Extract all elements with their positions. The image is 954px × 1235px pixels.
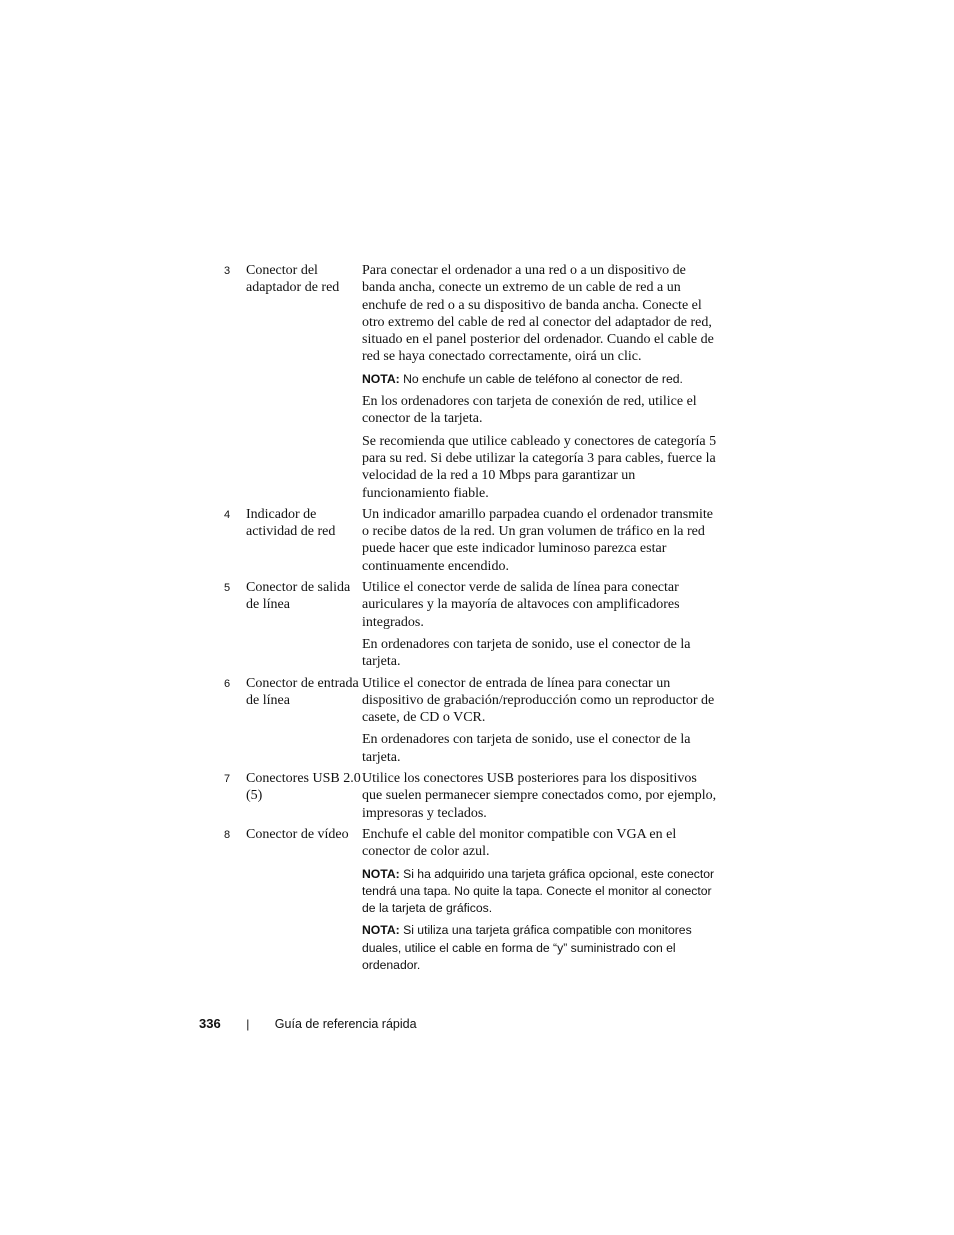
item-label: Conector del adaptador de red: [246, 263, 340, 296]
description-paragraph: Enchufe el cable del monitor compatible con VGA en el conector de color azul.: [362, 826, 677, 860]
item-number: 3: [224, 265, 231, 277]
item-number: 4: [224, 508, 231, 521]
description-paragraph: Para conectar el ordenador a una red o a un dispositivo de banda ancha, conecte un extremo de un cable de red a un enchufe de red o a su dispositivo de banda ancha. Conecte el otro extremo del cable de red al conector del adaptador de red, situado en el panel posterior del ordenador. Cuando el cable de red se haya conectado correctamente, oirá un clic.: [362, 263, 714, 365]
item-label: Conector de entrada de línea: [246, 675, 359, 708]
note-label: NOTA:: [362, 923, 400, 938]
description-paragraph: Utilice los conectores USB posteriores para los dispositivos que suelen permanecer siempre conectados como, por ejemplo, impresoras y teclados.: [362, 771, 717, 821]
item-description: [362, 675, 717, 766]
footer-separator: |: [246, 1017, 250, 1031]
page-footer: [199, 1014, 417, 1034]
item-number: 8: [224, 828, 231, 841]
item-number: 6: [224, 677, 231, 690]
description-paragraph: Utilice el conector de entrada de línea para conectar un dispositivo de grabación/reproducción como un reproductor de casete, de CD o VCR.: [362, 675, 715, 726]
connector-table: [224, 262, 724, 974]
description-paragraph: Un indicador amarillo parpadea cuando el ordenador transmite o recibe datos de la red. Un gran volumen de tráfico en la red puede hacer que este indicador luminoso parezca estar continuamente encendido.: [362, 506, 714, 574]
table-row: [224, 826, 724, 974]
note-text: No enchufe un cable de teléfono al conector de red.: [403, 371, 683, 386]
table-row: [224, 579, 724, 670]
item-label: Indicador de actividad de red: [246, 506, 336, 540]
table-row: [224, 770, 724, 822]
note: [362, 866, 717, 918]
item-description: [362, 262, 717, 502]
item-label: Conector de salida de línea: [246, 580, 351, 613]
table-row: [224, 262, 724, 502]
table-row: [224, 506, 724, 575]
item-description: [362, 770, 717, 822]
note-text: Si utiliza una tarjeta gráfica compatible con monitores duales, utilice el cable en forma de “y” suministrado con el ordenador.: [362, 923, 692, 972]
note-label: NOTA:: [362, 371, 400, 386]
item-label: Conector de vídeo: [246, 826, 349, 842]
footer-title: Guía de referencia rápida: [274, 1017, 417, 1031]
note: [362, 922, 717, 974]
note-text: Si ha adquirido una tarjeta gráfica opcional, este conector tendrá una tapa. No quite la tapa. Conecte el monitor al conector de la tarjeta de gráficos.: [362, 866, 715, 916]
description-paragraph: En ordenadores con tarjeta de sonido, use el conector de la tarjeta.: [362, 636, 691, 670]
item-number: 7: [224, 773, 231, 786]
item-description: [362, 826, 717, 974]
item-number: 5: [224, 582, 231, 595]
page-number: 336: [199, 1016, 221, 1031]
item-description: [362, 579, 717, 670]
item-description: [362, 506, 717, 575]
table-row: [224, 675, 724, 766]
description-paragraph: Se recomienda que utilice cableado y conectores de categoría 5 para su red. Si debe utilizar la categoría 3 para cables, fuerce la velocidad de la red a 10 Mbps para garantizar un funcionamiento fiable.: [362, 433, 717, 501]
note-label: NOTA:: [362, 866, 400, 881]
note: [362, 371, 717, 388]
description-paragraph: Utilice el conector verde de salida de línea para conectar auriculares y la mayoría de altavoces con amplificadores integrados.: [362, 580, 680, 630]
description-paragraph: En ordenadores con tarjeta de sonido, use el conector de la tarjeta.: [362, 732, 691, 765]
description-paragraph: En los ordenadores con tarjeta de conexión de red, utilice el conector de la tarjeta.: [362, 394, 697, 427]
item-label: Conectores USB 2.0 (5): [246, 771, 361, 804]
